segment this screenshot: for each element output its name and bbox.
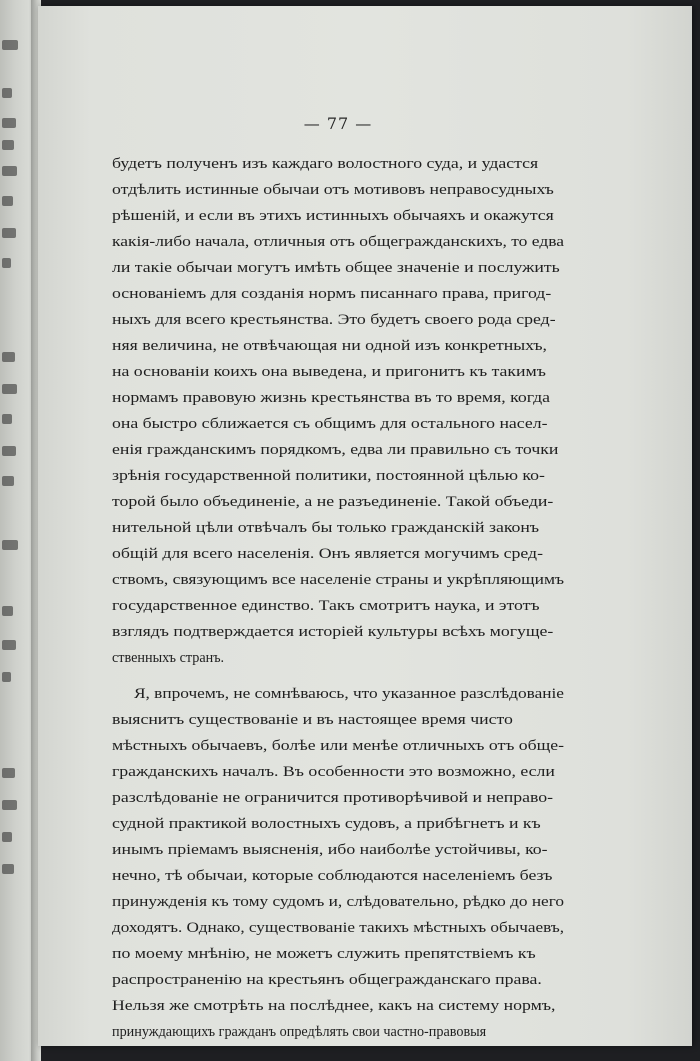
book-page (38, 6, 692, 1046)
text-line: по моему мнѣнію, не можетъ служить препятствіемъ къ (112, 946, 536, 962)
facing-page-text-fragment (2, 864, 14, 874)
text-line: ствомъ, связующимъ все населеніе страны и укрѣпляющимъ (112, 572, 564, 588)
facing-page-text-fragment (2, 352, 15, 362)
text-line: ственныхъ странъ. (112, 650, 225, 666)
facing-page-text-fragment (2, 258, 11, 268)
facing-page-text-fragment (2, 800, 17, 810)
page-number: — 77 — (303, 114, 373, 133)
facing-page-text-fragment (2, 140, 14, 150)
facing-page-text-fragment (2, 166, 17, 176)
text-line: гражданскихъ началъ. Въ особенности это возможно, если (112, 764, 555, 780)
text-line: основаніемъ для созданія нормъ писаннаго права, пригод- (112, 286, 552, 302)
text-line: общій для всего населенія. Онъ является могучимъ сред- (112, 546, 543, 562)
text-line: доходятъ. Однако, существованіе такихъ мѣстныхъ обычаевъ, (112, 920, 564, 936)
text-line: мѣстныхъ обычаевъ, болѣе или менѣе отличныхъ отъ обще- (112, 738, 564, 754)
text-line: распространенію на крестьянъ общегражданскаго права. (112, 972, 542, 988)
text-line: отдѣлить истинные обычаи отъ мотивовъ неправосудныхъ (112, 182, 554, 198)
text-line: государственное единство. Такъ смотритъ наука, и этотъ (112, 598, 540, 614)
text-line: рѣшеній, и если въ этихъ истинныхъ обычаяхъ и окажутся (112, 208, 554, 224)
text-line: принуждающихъ гражданъ опредѣлять свои частно-правовыя (112, 1024, 487, 1040)
text-line: торой было объединеніе, а не разъединеніе. Такой объеди- (112, 494, 554, 510)
facing-page-text-fragment (2, 476, 14, 486)
text-line: выяснитъ существованіе и въ настоящее время чисто (112, 712, 513, 728)
facing-page-text-fragment (2, 540, 18, 550)
text-line: ныхъ для всего крестьянства. Это будетъ своего рода сред- (112, 312, 556, 328)
text-line: она быстро сближается съ общимъ для остального насел- (112, 416, 548, 432)
facing-page-text-fragment (2, 88, 12, 98)
text-line: нительной цѣли отвѣчалъ бы только гражданскій законъ (112, 520, 540, 536)
facing-page-edge (0, 0, 34, 1061)
facing-page-text-fragment (2, 640, 16, 650)
facing-page-text-fragment (2, 832, 12, 842)
text-line: зрѣнія государственной политики, постоянной цѣлью ко- (112, 468, 545, 484)
text-line: енія гражданскимъ порядкомъ, едва ли правильно съ точки (112, 442, 559, 458)
text-line: будетъ полученъ изъ каждаго волостного суда, и удастся (112, 156, 539, 172)
text-line: ли такіе обычаи могутъ имѣть общее значеніе и послужить (112, 260, 560, 276)
facing-page-text-fragment (2, 118, 16, 128)
text-line: няя величина, не отвѣчающая ни одной изъ конкретныхъ, (112, 338, 547, 354)
text-line: на основаніи коихъ она выведена, и пригонитъ къ такимъ (112, 364, 546, 380)
text-line: разслѣдованіе не ограничится противорѣчивой и неправо- (112, 790, 554, 806)
facing-page-text-fragment (2, 768, 15, 778)
text-line: принужденія къ тому судомъ и, слѣдовательно, рѣдко до него (112, 894, 564, 910)
text-line: какія-либо начала, отличныя отъ общегражданскихъ, то едва (112, 234, 564, 250)
text-line: Я, впрочемъ, не сомнѣваюсь, что указанное разслѣдованіе (134, 686, 564, 702)
facing-page-text-fragment (2, 384, 17, 394)
text-line: нечно, тѣ обычаи, которые соблюдаются населеніемъ безъ (112, 868, 553, 884)
facing-page-text-fragment (2, 606, 13, 616)
text-line: инымъ пріемамъ выясненія, ибо наиболѣе устойчивы, ко- (112, 842, 548, 858)
text-line: нормамъ правовую жизнь крестьянства въ то время, когда (112, 390, 550, 406)
text-line: судной практикой волостныхъ судовъ, а прибѣгнетъ и къ (112, 816, 541, 832)
facing-page-text-fragment (2, 446, 16, 456)
facing-page-text-fragment (2, 672, 11, 682)
text-line: Нельзя же смотрѣть на послѣднее, какъ на систему нормъ, (112, 998, 556, 1014)
facing-page-text-fragment (2, 196, 13, 206)
facing-page-text-fragment (2, 228, 16, 238)
facing-page-text-fragment (2, 40, 18, 50)
facing-page-text-fragment (2, 414, 12, 424)
text-line: взглядъ подтверждается исторіей культуры всѣхъ могуще- (112, 624, 554, 640)
